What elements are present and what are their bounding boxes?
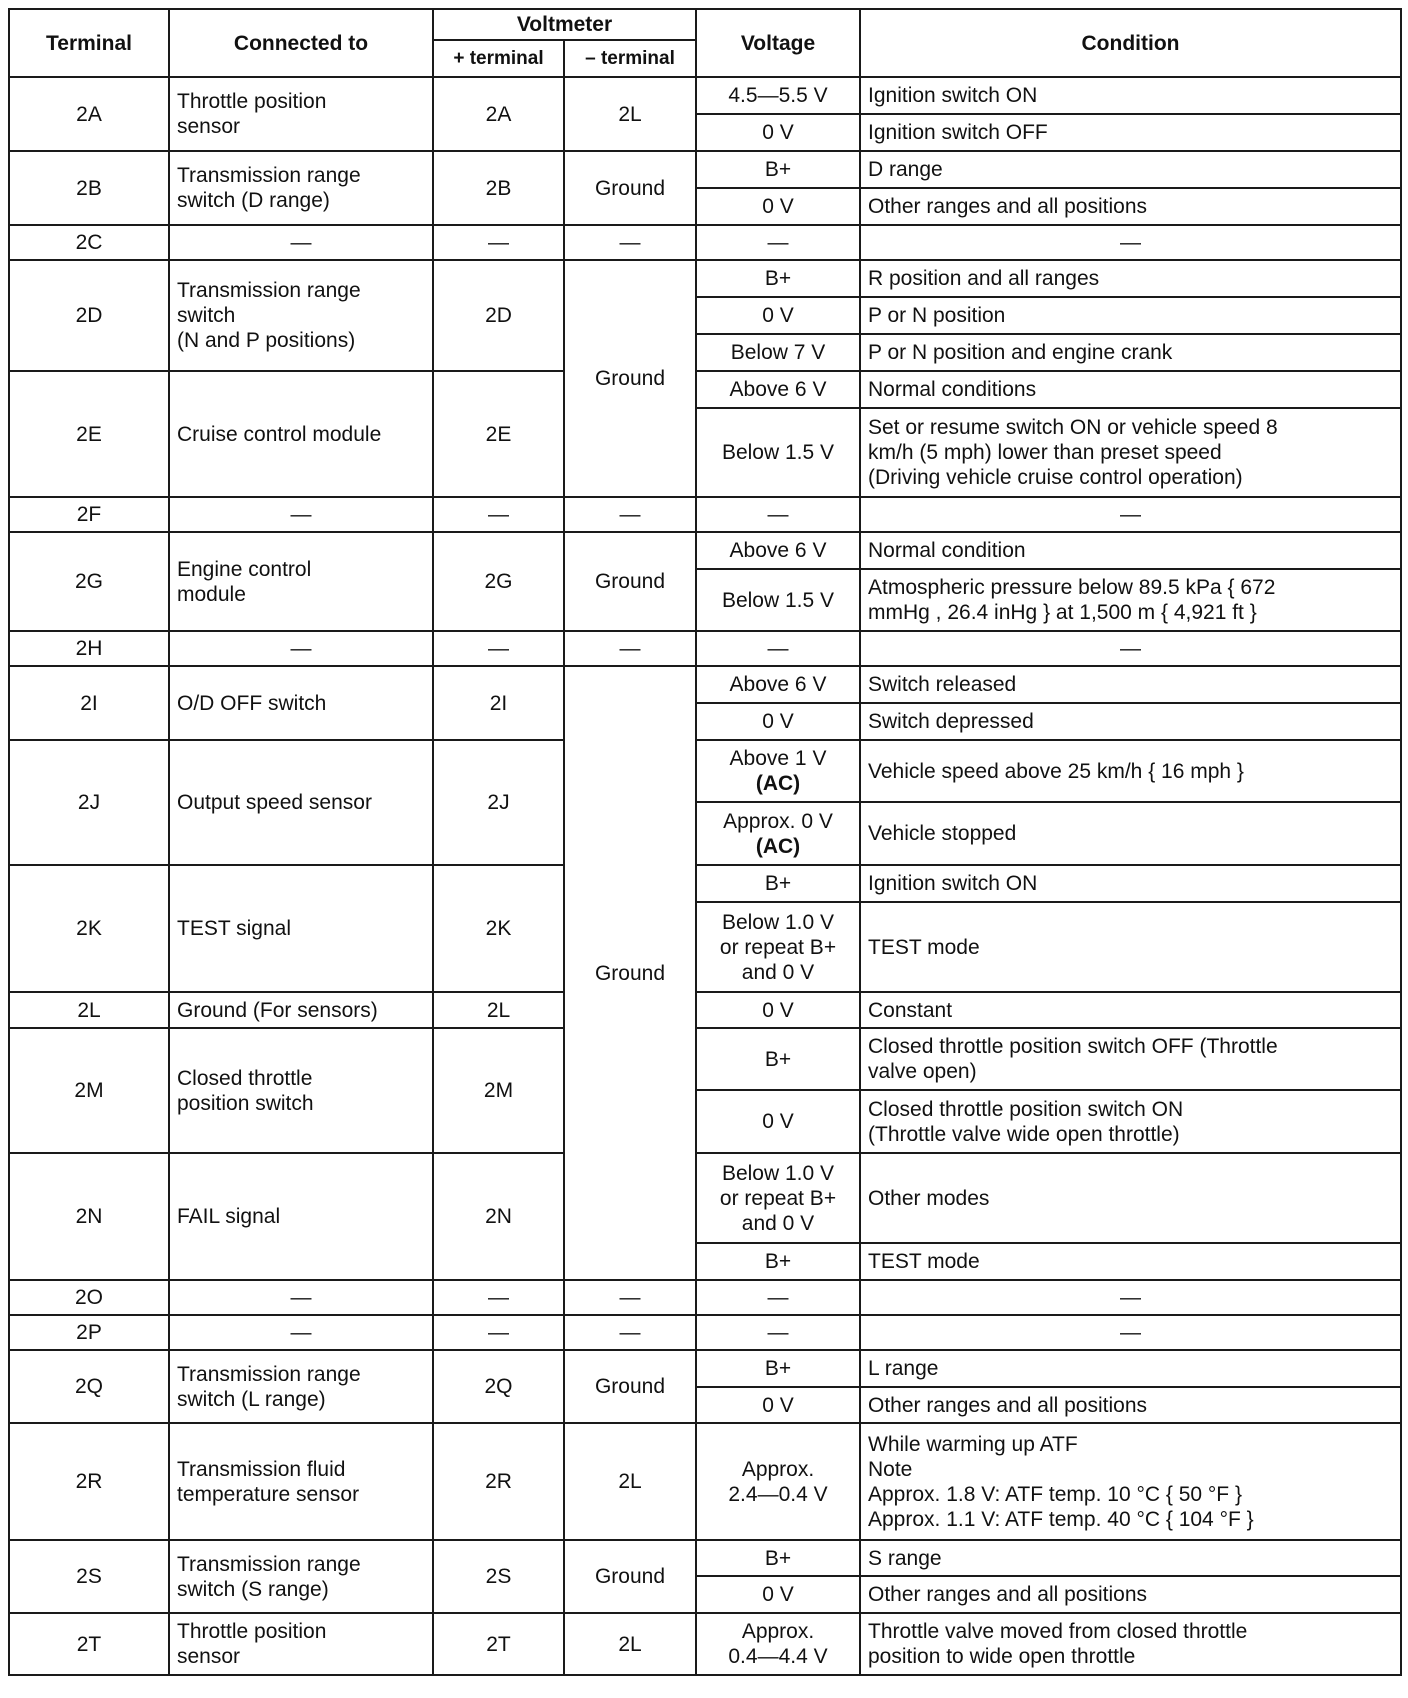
header-condition: Condition xyxy=(860,9,1401,77)
minus-terminal-cell: Ground xyxy=(564,260,696,497)
terminal-cell: 2L xyxy=(9,992,169,1028)
plus-terminal-cell: 2M xyxy=(433,1028,564,1153)
voltage-cell: — xyxy=(696,1315,860,1350)
condition-cell: Other modes xyxy=(860,1153,1401,1243)
plus-terminal-cell: 2G xyxy=(433,532,564,631)
table-row xyxy=(9,1613,1401,1675)
condition-cell: — xyxy=(860,1315,1401,1350)
condition-cell: Constant xyxy=(860,992,1401,1028)
minus-terminal-cell: — xyxy=(564,631,696,666)
condition-cell: Vehicle speed above 25 km/h { 16 mph } xyxy=(860,740,1401,802)
minus-terminal-cell: Ground xyxy=(564,532,696,631)
connected-to-cell: — xyxy=(169,1280,433,1315)
voltage-cell: B+ xyxy=(696,1028,860,1090)
voltage-cell: 0 V xyxy=(696,114,860,151)
voltage-cell: 0 V xyxy=(696,992,860,1028)
voltage-cell: — xyxy=(696,1280,860,1315)
connected-to-cell: Transmission range switch (D range) xyxy=(169,151,433,225)
voltage-cell: Above 1 V (AC) xyxy=(696,740,860,802)
terminal-cell: 2F xyxy=(9,497,169,532)
voltage-cell: Above 6 V xyxy=(696,532,860,569)
terminal-voltage-table xyxy=(8,8,1402,1676)
plus-terminal-cell: 2D xyxy=(433,260,564,371)
voltage-cell: Approx. 0.4—4.4 V xyxy=(696,1613,860,1675)
voltage-cell: B+ xyxy=(696,260,860,297)
minus-terminal-cell: 2L xyxy=(564,1613,696,1675)
minus-terminal-cell: — xyxy=(564,1315,696,1350)
condition-cell: — xyxy=(860,631,1401,666)
voltage-cell: Below 1.5 V xyxy=(696,408,860,497)
terminal-cell: 2C xyxy=(9,225,169,260)
minus-terminal-cell: — xyxy=(564,497,696,532)
voltage-cell: 0 V xyxy=(696,188,860,225)
plus-terminal-cell: 2R xyxy=(433,1423,564,1540)
minus-terminal-cell: 2L xyxy=(564,1423,696,1540)
condition-cell: TEST mode xyxy=(860,1243,1401,1280)
terminal-voltage-table-container xyxy=(8,8,1402,1676)
plus-terminal-cell: — xyxy=(433,497,564,532)
voltage-cell: Below 1.5 V xyxy=(696,569,860,631)
terminal-cell: 2J xyxy=(9,740,169,865)
condition-cell: Atmospheric pressure below 89.5 kPa { 672 mmHg , 26.4 inHg } at 1,500 m { 4,921 ft } xyxy=(860,569,1401,631)
terminal-cell: 2D xyxy=(9,260,169,371)
condition-cell: P or N position and engine crank xyxy=(860,334,1401,371)
condition-cell: Normal conditions xyxy=(860,371,1401,408)
table-row xyxy=(9,1350,1401,1387)
voltage-cell: B+ xyxy=(696,865,860,902)
condition-cell: D range xyxy=(860,151,1401,188)
table-row xyxy=(9,497,1401,532)
condition-cell: Closed throttle position switch OFF (Throttle valve open) xyxy=(860,1028,1401,1090)
condition-cell: Switch depressed xyxy=(860,703,1401,740)
condition-cell: — xyxy=(860,1280,1401,1315)
connected-to-cell: Transmission range switch (N and P positions) xyxy=(169,260,433,371)
terminal-cell: 2A xyxy=(9,77,169,151)
plus-terminal-cell: 2E xyxy=(433,371,564,497)
condition-cell: Switch released xyxy=(860,666,1401,703)
condition-cell: While warming up ATF Note Approx. 1.8 V: ATF temp. 10 °C { 50 °F } Approx. 1.1 V: ATF temp. 40 °C { 104 °F } xyxy=(860,1423,1401,1540)
minus-terminal-cell: Ground xyxy=(564,1350,696,1423)
table-row xyxy=(9,1153,1401,1243)
terminal-cell: 2M xyxy=(9,1028,169,1153)
condition-cell: Ignition switch OFF xyxy=(860,114,1401,151)
condition-cell: Other ranges and all positions xyxy=(860,1387,1401,1423)
plus-terminal-cell: 2K xyxy=(433,865,564,992)
connected-to-cell: Transmission range switch (S range) xyxy=(169,1540,433,1613)
terminal-cell: 2H xyxy=(9,631,169,666)
table-row xyxy=(9,666,1401,703)
connected-to-cell: — xyxy=(169,225,433,260)
table-row xyxy=(9,740,1401,802)
table-row xyxy=(9,1540,1401,1576)
voltage-cell: — xyxy=(696,497,860,532)
voltage-cell: 4.5—5.5 V xyxy=(696,77,860,114)
condition-cell: S range xyxy=(860,1540,1401,1576)
connected-to-cell: Ground (For sensors) xyxy=(169,992,433,1028)
connected-to-cell: Output speed sensor xyxy=(169,740,433,865)
voltage-cell: 0 V xyxy=(696,1090,860,1153)
voltage-cell: B+ xyxy=(696,1540,860,1576)
terminal-cell: 2E xyxy=(9,371,169,497)
table-row xyxy=(9,225,1401,260)
table-row xyxy=(9,631,1401,666)
condition-cell: Throttle valve moved from closed throttle position to wide open throttle xyxy=(860,1613,1401,1675)
header-plus-terminal: + terminal xyxy=(433,40,564,77)
condition-cell: Closed throttle position switch ON (Throttle valve wide open throttle) xyxy=(860,1090,1401,1153)
plus-terminal-cell: — xyxy=(433,1315,564,1350)
terminal-cell: 2N xyxy=(9,1153,169,1280)
voltage-cell: 0 V xyxy=(696,703,860,740)
plus-terminal-cell: 2N xyxy=(433,1153,564,1280)
condition-cell: Other ranges and all positions xyxy=(860,188,1401,225)
condition-cell: Vehicle stopped xyxy=(860,802,1401,865)
minus-terminal-cell: Ground xyxy=(564,666,696,1280)
plus-terminal-cell: — xyxy=(433,225,564,260)
voltage-cell: Below 1.0 V or repeat B+ and 0 V xyxy=(696,902,860,992)
plus-terminal-cell: — xyxy=(433,631,564,666)
connected-to-cell: Transmission fluid temperature sensor xyxy=(169,1423,433,1540)
plus-terminal-cell: 2L xyxy=(433,992,564,1028)
voltage-cell: 0 V xyxy=(696,1387,860,1423)
minus-terminal-cell: Ground xyxy=(564,1540,696,1613)
condition-cell: Other ranges and all positions xyxy=(860,1576,1401,1613)
connected-to-cell: FAIL signal xyxy=(169,1153,433,1280)
minus-terminal-cell: — xyxy=(564,1280,696,1315)
connected-to-cell: O/D OFF switch xyxy=(169,666,433,740)
voltage-cell: — xyxy=(696,631,860,666)
voltage-cell: Above 6 V xyxy=(696,371,860,408)
plus-terminal-cell: 2B xyxy=(433,151,564,225)
condition-cell: P or N position xyxy=(860,297,1401,334)
connected-to-cell: — xyxy=(169,1315,433,1350)
condition-cell: R position and all ranges xyxy=(860,260,1401,297)
terminal-cell: 2Q xyxy=(9,1350,169,1423)
minus-terminal-cell: — xyxy=(564,225,696,260)
voltage-cell: B+ xyxy=(696,1350,860,1387)
terminal-cell: 2B xyxy=(9,151,169,225)
header-connected-to: Connected to xyxy=(169,9,433,77)
table-row xyxy=(9,77,1401,114)
connected-to-cell: TEST signal xyxy=(169,865,433,992)
plus-terminal-cell: 2T xyxy=(433,1613,564,1675)
condition-cell: Normal condition xyxy=(860,532,1401,569)
header-voltmeter: Voltmeter xyxy=(433,9,696,40)
table-row xyxy=(9,371,1401,408)
plus-terminal-cell: 2A xyxy=(433,77,564,151)
plus-terminal-cell: 2I xyxy=(433,666,564,740)
voltage-cell: Below 7 V xyxy=(696,334,860,371)
table-row xyxy=(9,1423,1401,1540)
voltage-cell: Below 1.0 V or repeat B+ and 0 V xyxy=(696,1153,860,1243)
terminal-cell: 2T xyxy=(9,1613,169,1675)
header-voltage: Voltage xyxy=(696,9,860,77)
connected-to-cell: Cruise control module xyxy=(169,371,433,497)
condition-cell: Ignition switch ON xyxy=(860,865,1401,902)
terminal-cell: 2K xyxy=(9,865,169,992)
terminal-cell: 2G xyxy=(9,532,169,631)
connected-to-cell: — xyxy=(169,497,433,532)
terminal-cell: 2O xyxy=(9,1280,169,1315)
connected-to-cell: Throttle position sensor xyxy=(169,77,433,151)
table-row xyxy=(9,1028,1401,1090)
plus-terminal-cell: 2S xyxy=(433,1540,564,1613)
connected-to-cell: Transmission range switch (L range) xyxy=(169,1350,433,1423)
voltage-cell: — xyxy=(696,225,860,260)
header-minus-terminal: – terminal xyxy=(564,40,696,77)
condition-cell: — xyxy=(860,225,1401,260)
condition-cell: — xyxy=(860,497,1401,532)
condition-cell: Ignition switch ON xyxy=(860,77,1401,114)
voltage-cell: Approx. 0 V (AC) xyxy=(696,802,860,865)
connected-to-cell: Engine control module xyxy=(169,532,433,631)
table-row xyxy=(9,532,1401,569)
plus-terminal-cell: 2J xyxy=(433,740,564,865)
voltage-cell: Above 6 V xyxy=(696,666,860,703)
table-row xyxy=(9,1315,1401,1350)
connected-to-cell: — xyxy=(169,631,433,666)
terminal-cell: 2R xyxy=(9,1423,169,1540)
condition-cell: Set or resume switch ON or vehicle speed 8 km/h (5 mph) lower than preset speed (Driving vehicle cruise control operation) xyxy=(860,408,1401,497)
minus-terminal-cell: Ground xyxy=(564,151,696,225)
voltage-cell: B+ xyxy=(696,1243,860,1280)
table-row xyxy=(9,151,1401,188)
table-row xyxy=(9,1280,1401,1315)
header-terminal: Terminal xyxy=(9,9,169,77)
connected-to-cell: Throttle position sensor xyxy=(169,1613,433,1675)
table-row xyxy=(9,992,1401,1028)
terminal-cell: 2P xyxy=(9,1315,169,1350)
table-row xyxy=(9,260,1401,297)
minus-terminal-cell: 2L xyxy=(564,77,696,151)
voltage-cell: 0 V xyxy=(696,297,860,334)
terminal-cell: 2I xyxy=(9,666,169,740)
voltage-cell: 0 V xyxy=(696,1576,860,1613)
connected-to-cell: Closed throttle position switch xyxy=(169,1028,433,1153)
condition-cell: TEST mode xyxy=(860,902,1401,992)
terminal-cell: 2S xyxy=(9,1540,169,1613)
plus-terminal-cell: — xyxy=(433,1280,564,1315)
table-row xyxy=(9,865,1401,902)
plus-terminal-cell: 2Q xyxy=(433,1350,564,1423)
voltage-cell: Approx. 2.4—0.4 V xyxy=(696,1423,860,1540)
voltage-cell: B+ xyxy=(696,151,860,188)
condition-cell: L range xyxy=(860,1350,1401,1387)
